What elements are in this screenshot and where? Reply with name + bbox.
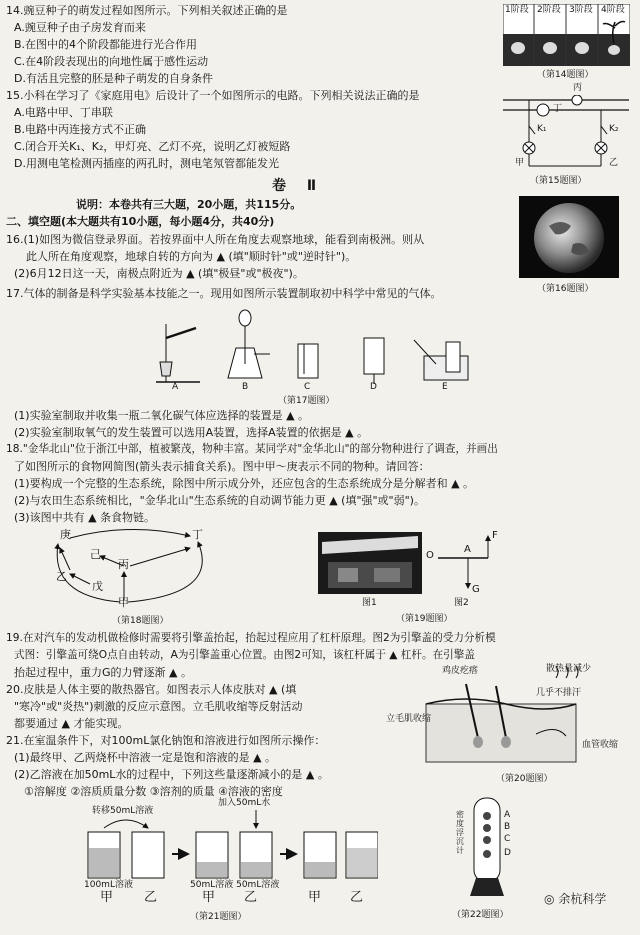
stage-1-label: 1阶段 xyxy=(505,5,529,15)
apparatus-b-label: B xyxy=(242,382,249,392)
apparatus-a-label: A xyxy=(172,382,179,392)
socket-ding-label: 丁 xyxy=(553,104,563,114)
q14-option-a: A.豌豆种子由子房发育而来 xyxy=(14,21,146,34)
socket-bing-label: 丙 xyxy=(573,83,583,93)
force-f-label: F xyxy=(492,530,498,541)
no-sweat-label: 几乎不排汗 xyxy=(536,688,582,698)
q18-sub3: (3)该图中共有 ▲ 条食物链。 xyxy=(14,511,156,524)
q15-option-d: D.用测电笔检测丙插座的两孔时，测电笔氖管都能发光 xyxy=(14,157,279,170)
pivot-o-label: O xyxy=(426,550,434,561)
point-a-label: A xyxy=(464,544,471,555)
q20-caption: （第20题图） xyxy=(496,774,553,784)
gas-apparatus-figure xyxy=(146,304,476,394)
q16-caption: （第16题图） xyxy=(537,284,594,294)
hydrometer-side-label: 密度浮沉计 xyxy=(456,810,464,855)
species-wu: 戊 xyxy=(92,580,103,593)
vasoconstriction-label: 血管收缩 xyxy=(582,740,619,750)
q21-sub1: (1)最终甲、乙两烧杯中溶液一定是饱和溶液的是 ▲ 。 xyxy=(14,751,277,764)
q14-option-c: C.在4阶段表现出的向地性属于感性运动 xyxy=(14,55,209,68)
seed-germination-figure xyxy=(503,4,630,66)
fill-section-heading: 二、填空题(本大题共有10小题，每小题4分，共40分) xyxy=(6,215,275,228)
q18-line2: 了如图所示的食物网简图(箭头表示捕食关系)。图中甲～庚表示不同的物种。请回答： xyxy=(14,460,430,473)
density-hydrometer-figure xyxy=(452,792,522,904)
earth-image xyxy=(519,196,619,278)
q19-caption: （第19题图） xyxy=(396,614,453,624)
species-jia: 甲 xyxy=(118,596,129,609)
car-hood-photo xyxy=(318,532,422,594)
q15-option-b: B.电路中丙连接方式不正确 xyxy=(14,123,147,136)
beaker-jia-3: 甲 xyxy=(308,890,322,905)
q19-line1: 19.在对汽车的发动机做检修时需要将引擎盖抬起，抬起过程应用了杠杆原理。图2为引擎盖的受力分析模 xyxy=(6,632,496,644)
q17-stem: 17.气体的制备是科学实验基本技能之一。现用如图所示装置制取初中科学中常见的气体。 xyxy=(6,287,442,300)
stage-4-label: 4阶段 xyxy=(601,5,625,15)
q16-line1: 16.(1)如图为微信登录界面。若按界面中人所在角度去观察地球，能看到南极洲。则从 xyxy=(6,233,425,246)
q15-option-a: A.电路中甲、丁串联 xyxy=(14,106,113,119)
apparatus-c-label: C xyxy=(304,382,311,392)
goosebumps-label: 鸡皮疙瘩 xyxy=(442,666,479,676)
species-bing: 丙 xyxy=(118,558,129,571)
part2-note: 说明：本卷共有三大题，20小题，共115分。 xyxy=(76,198,302,211)
species-ji: 己 xyxy=(90,548,101,561)
food-web-figure xyxy=(30,526,240,610)
stage-2-label: 2阶段 xyxy=(537,5,561,15)
q21-caption: （第21题图） xyxy=(190,912,247,922)
beaker-jia-2: 甲 xyxy=(202,890,216,905)
ball-d-label: D xyxy=(504,848,511,858)
wechat-watermark xyxy=(544,892,606,907)
q16-line3: (2)6月12日这一天，南极点附近为 ▲ (填"极昼"或"极夜")。 xyxy=(14,267,304,280)
watermark-text: 余杭科学 xyxy=(558,892,607,906)
q17-sub2: (2)实验室制取氧气的发生装置可以选用A装置，选择A装置的依据是 ▲ 。 xyxy=(14,426,369,439)
species-ding: 丁 xyxy=(192,528,203,541)
q18-sub2: (2)与农田生态系统相比，"金华北山"生态系统的自动调节能力更 ▲ (填"强"或"弱")。 xyxy=(14,494,425,507)
q14-option-b: B.在图中的4个阶段都能进行光合作用 xyxy=(14,38,198,51)
apparatus-d-label: D xyxy=(370,382,377,392)
q16-line2: 此人所在角度观察，地球自转的方向为 ▲ (填"顺时针"或"逆时针")。 xyxy=(26,250,357,263)
switch-k2-label: K₂ xyxy=(609,124,619,134)
apparatus-e-label: E xyxy=(442,382,448,392)
q18-caption: （第18题图） xyxy=(112,616,169,626)
q15-caption: （第15题图） xyxy=(530,176,587,186)
q15-stem: 15.小科在学习了《家庭用电》后设计了一个如图所示的电路。下列相关说法正确的是 xyxy=(6,89,420,102)
q18-sub1: (1)要构成一个完整的生态系统，除图中所示成分外，还应包含的生态系统成分是分解者和 ▲ 。 xyxy=(14,477,475,490)
q17-caption: （第17题图） xyxy=(278,396,335,406)
arrector-muscle-label: 立毛肌收缩 xyxy=(386,714,432,724)
q15-option-c: C.闭合开关K₁、K₂，甲灯亮、乙灯不亮，说明乙灯被短路 xyxy=(14,140,291,153)
q19-line2: 式图：引擎盖可绕O点自由转动，A为引擎盖重心位置。由图2可知，该杠杆属于 ▲ 杠杆。在引擎盖 xyxy=(14,649,475,661)
lever-diagram xyxy=(424,530,504,600)
volume-100ml-label: 100mL溶液 xyxy=(84,880,133,890)
q14-caption: （第14题图） xyxy=(537,70,594,80)
fig1-label: 图1 xyxy=(362,598,377,608)
beaker-yi-1: 乙 xyxy=(144,890,158,905)
part2-title: 卷 Ⅱ xyxy=(272,178,325,194)
heat-loss-label: 散热量减少 xyxy=(546,664,592,674)
solution-beakers-figure xyxy=(78,798,378,902)
beaker-jia-1: 甲 xyxy=(100,890,114,905)
species-geng: 庚 xyxy=(60,528,71,541)
volume-50ml-label: 50mL溶液 50mL溶液 xyxy=(190,880,280,890)
q21-options: ①溶解度 ②溶质质量分数 ③溶剂的质量 ④溶液的密度 xyxy=(24,785,283,798)
q14-stem: 14.豌豆种子的萌发过程如图所示。下列相关叙述正确的是 xyxy=(6,4,288,17)
species-yi: 乙 xyxy=(56,570,67,583)
lamp-jia-label: 甲 xyxy=(515,158,525,168)
ball-b-label: B xyxy=(504,822,511,832)
q19-line3: 抬起过程中，重力G的力臂逐渐 ▲ 。 xyxy=(14,666,192,679)
switch-k1-label: K₁ xyxy=(537,124,547,134)
gravity-g-label: G xyxy=(472,584,480,595)
beaker-yi-3: 乙 xyxy=(350,890,364,905)
ball-a-label: A xyxy=(504,810,511,820)
q21-line1: 21.在室温条件下，对100mL氯化钠饱和溶液进行如图所示操作： xyxy=(6,734,326,747)
q20-line2: "寒冷"或"炎热")刺激的反应示意图。立毛肌收缩等反射活动 xyxy=(14,700,303,713)
wechat-icon: ◎ xyxy=(544,892,555,906)
stage-3-label: 3阶段 xyxy=(569,5,593,15)
q22-caption: （第22题图） xyxy=(452,910,509,920)
skin-reaction-figure xyxy=(386,664,632,766)
q21-sub2: (2)乙溶液在加50mL水的过程中，下列这些量逐渐减小的是 ▲ 。 xyxy=(14,768,329,781)
q20-line1: 20.皮肤是人体主要的散热器官。如图表示人体皮肤对 ▲ (填 xyxy=(6,683,297,696)
transfer-label: 转移50mL溶液 xyxy=(92,806,154,816)
lamp-yi-label: 乙 xyxy=(609,158,619,168)
add-water-label: 加入50mL水 xyxy=(218,798,271,808)
q18-line1: 18."金华北山"位于浙江中部，植被繁茂，物种丰富。某同学对"金华北山"的部分物种进行了调查，并画出 xyxy=(6,443,498,455)
ball-c-label: C xyxy=(504,834,511,844)
q14-option-d: D.有活且完整的胚是种子萌发的自身条件 xyxy=(14,72,213,85)
beaker-yi-2: 乙 xyxy=(244,890,258,905)
q20-line3: 都要通过 ▲ 才能实现。 xyxy=(14,717,129,730)
q17-sub1: (1)实验室制取并收集一瓶二氧化碳气体应选择的装置是 ▲ 。 xyxy=(14,409,310,422)
fig2-label: 图2 xyxy=(454,598,469,608)
circuit-figure xyxy=(497,83,633,174)
